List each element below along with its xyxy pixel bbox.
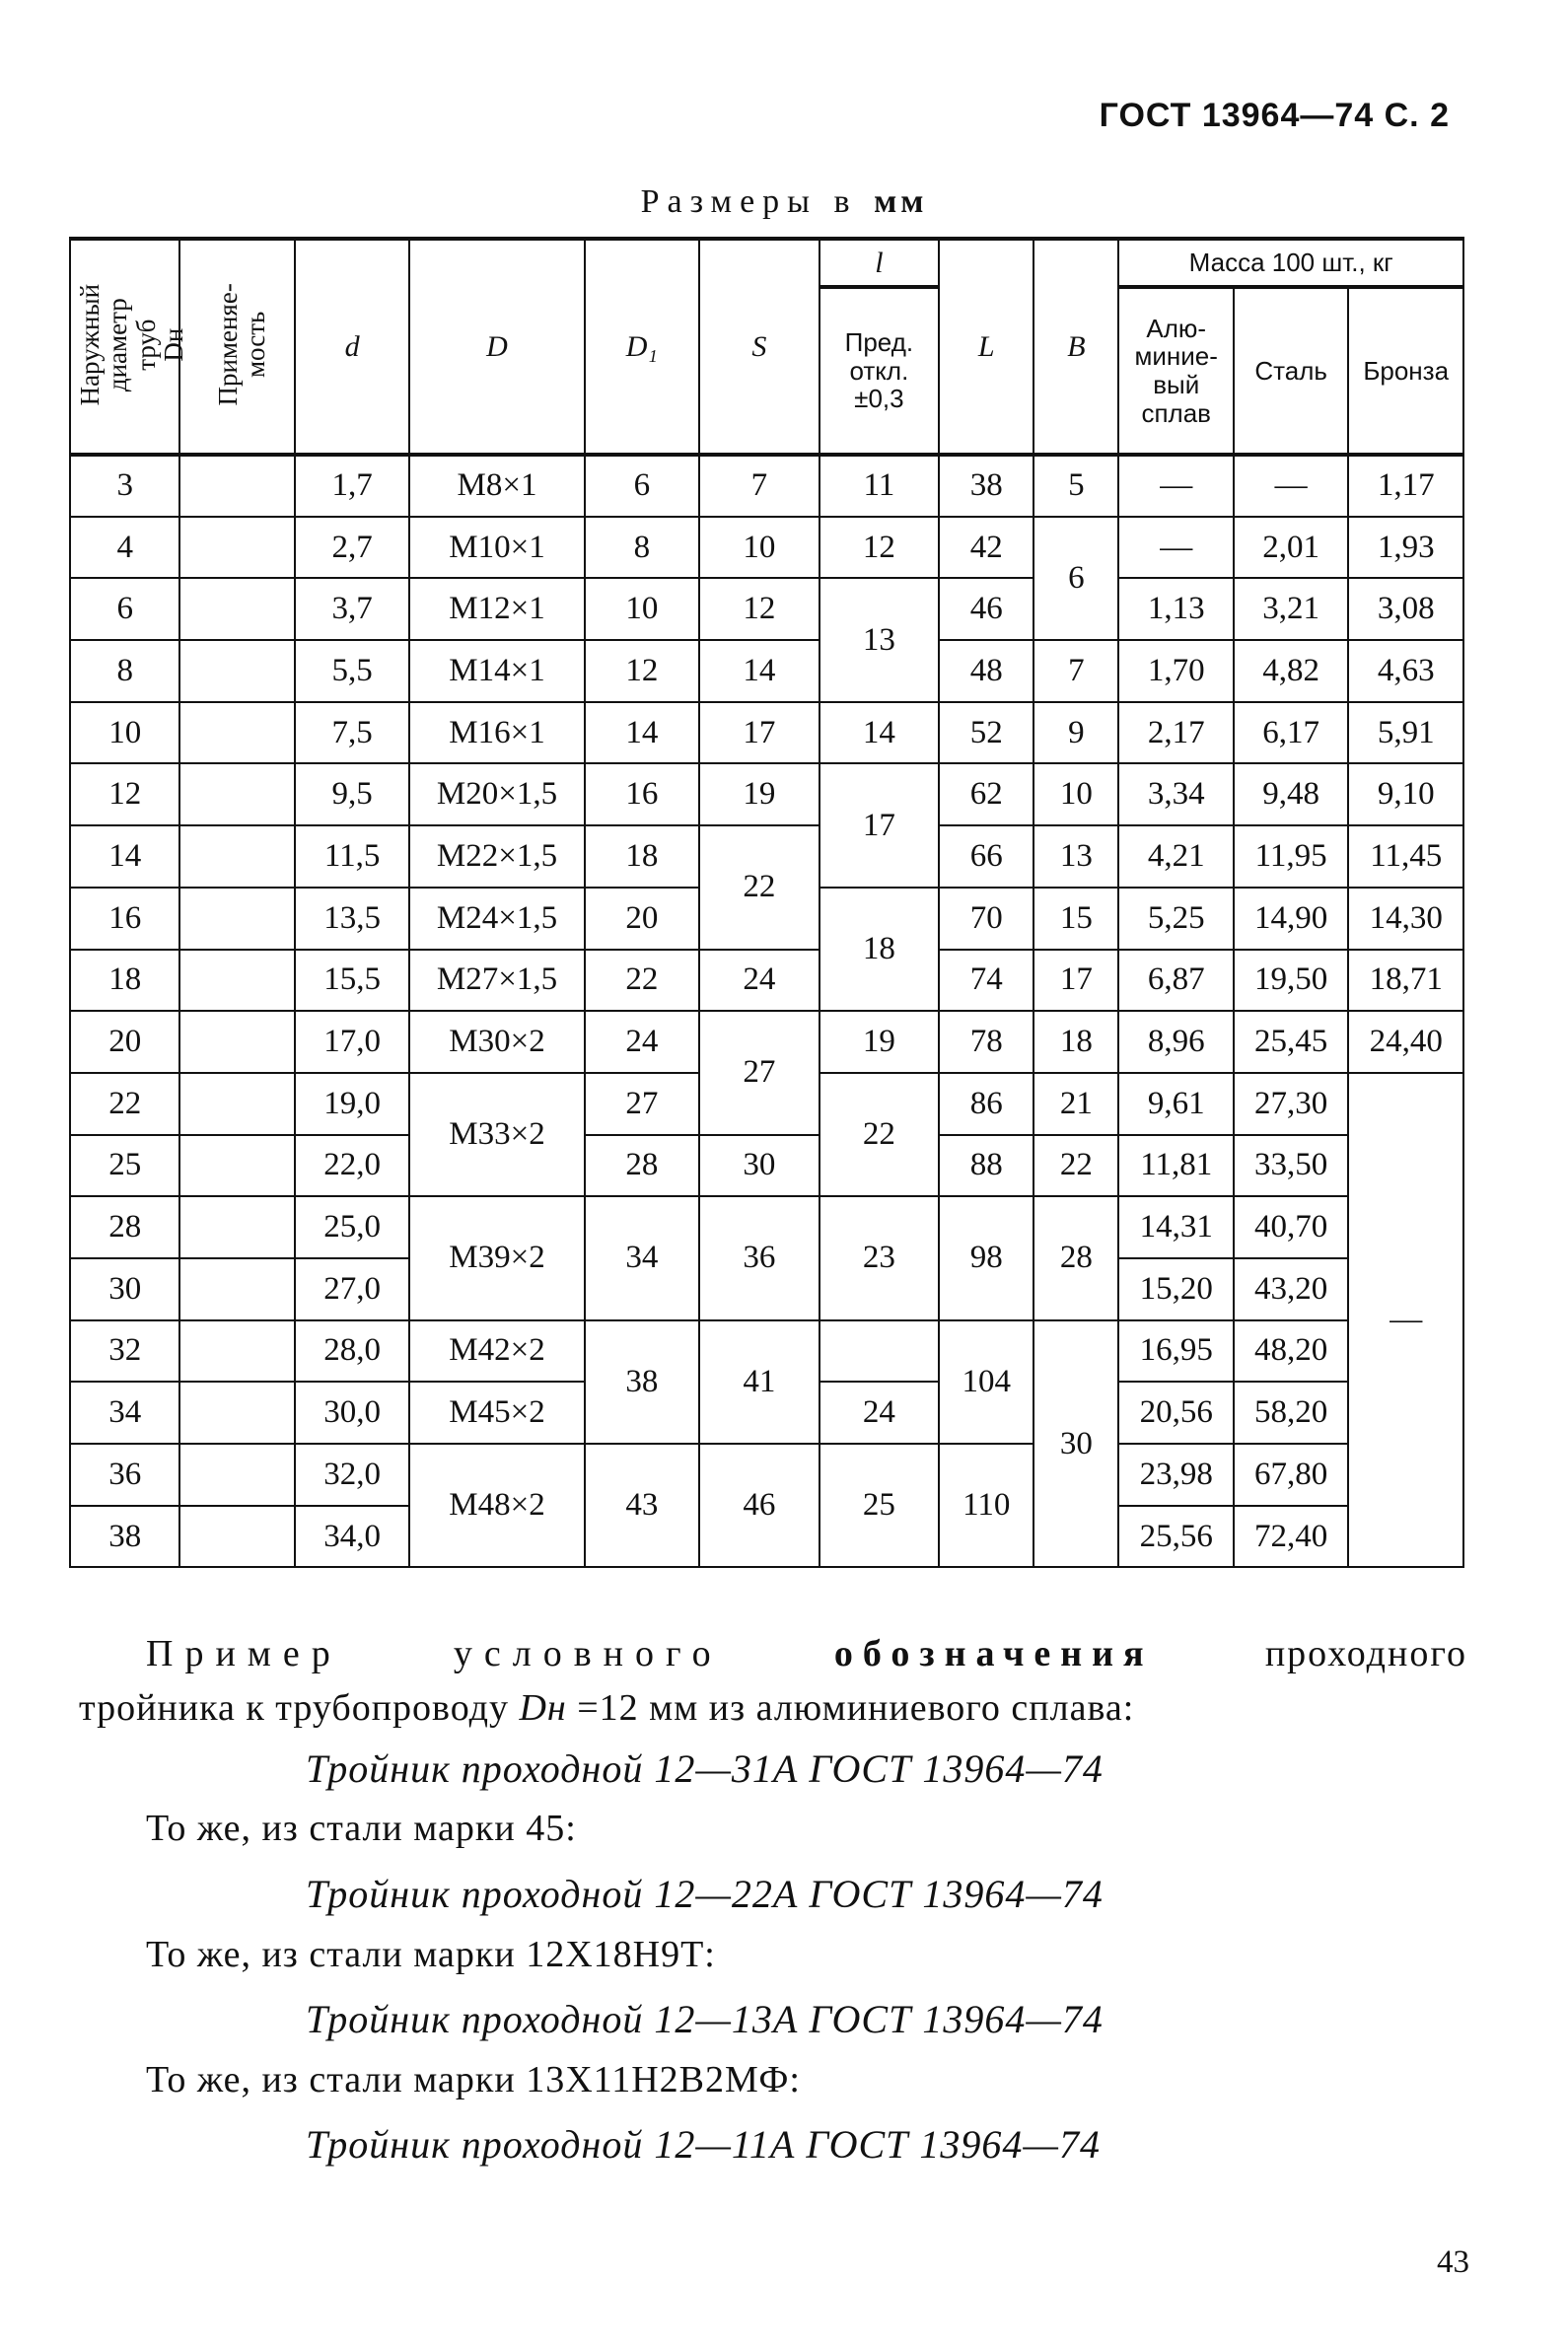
applicability-cell bbox=[179, 1444, 294, 1506]
table-row bbox=[70, 1011, 1463, 1073]
D1-cell: 20 bbox=[585, 888, 699, 950]
dn-cell: 3 bbox=[70, 455, 179, 517]
alloy-cell: 16,95 bbox=[1118, 1320, 1233, 1383]
steel-45-line: То же, из стали марки 45: bbox=[146, 1808, 577, 1849]
D-cell: M42×2 bbox=[409, 1320, 584, 1383]
steel-12x18h9t-line: То же, из стали марки 12Х18Н9Т: bbox=[146, 1934, 716, 1975]
steel-cell: 40,70 bbox=[1234, 1196, 1348, 1258]
D1-cell: 38 bbox=[585, 1320, 699, 1444]
header-dn: Наружный диаметр труб Dн bbox=[70, 239, 179, 455]
B-cell: 15 bbox=[1033, 888, 1118, 950]
S-cell: 19 bbox=[699, 763, 820, 825]
dn-cell: 6 bbox=[70, 578, 179, 640]
D-cell: M45×2 bbox=[409, 1382, 584, 1444]
example-text-a: тройника к трубопроводу bbox=[79, 1687, 520, 1729]
D-cell: M20×1,5 bbox=[409, 763, 584, 825]
applicability-cell bbox=[179, 1320, 294, 1383]
steel-13x11-line: То же, из стали марки 13Х11Н2В2МФ: bbox=[146, 2059, 801, 2100]
D-cell: M33×2 bbox=[409, 1073, 584, 1196]
d-cell: 17,0 bbox=[295, 1011, 409, 1073]
D-cell: M12×1 bbox=[409, 578, 584, 640]
L-cell: 62 bbox=[939, 763, 1033, 825]
designation-1: Тройник проходной 12—31А ГОСТ 13964—74 bbox=[306, 1746, 1104, 1791]
steel-cell: 11,95 bbox=[1234, 825, 1348, 888]
applicability-cell bbox=[179, 1011, 294, 1073]
d-cell: 15,5 bbox=[295, 950, 409, 1012]
l-cell: 12 bbox=[820, 517, 940, 579]
l-cell: 13 bbox=[820, 578, 940, 701]
B-cell: 7 bbox=[1033, 640, 1118, 702]
steel-cell: 27,30 bbox=[1234, 1073, 1348, 1135]
designation-4: Тройник проходной 12—11А ГОСТ 13964—74 bbox=[306, 2122, 1101, 2167]
steel-cell: 72,40 bbox=[1234, 1506, 1348, 1568]
alloy-cell: 11,81 bbox=[1118, 1135, 1233, 1197]
page-header: ГОСТ 13964—74 С. 2 bbox=[1099, 97, 1450, 134]
applicability-cell bbox=[179, 888, 294, 950]
header-l: l bbox=[820, 239, 940, 287]
B-cell: 18 bbox=[1033, 1011, 1118, 1073]
alloy-cell: 5,25 bbox=[1118, 888, 1233, 950]
alloy-cell: 1,70 bbox=[1118, 640, 1233, 702]
applicability-cell bbox=[179, 950, 294, 1012]
L-cell: 104 bbox=[939, 1320, 1033, 1444]
dimensions-table bbox=[69, 237, 1464, 1568]
bronze-cell: 1,93 bbox=[1348, 517, 1463, 579]
caption-prefix: Размеры в bbox=[640, 183, 875, 220]
applicability-cell bbox=[179, 1135, 294, 1197]
D-cell: M30×2 bbox=[409, 1011, 584, 1073]
header-bronze: Бронза bbox=[1348, 287, 1463, 455]
D-cell: M27×1,5 bbox=[409, 950, 584, 1012]
designation-2: Тройник проходной 12—22А ГОСТ 13964—74 bbox=[306, 1872, 1104, 1916]
d-cell: 1,7 bbox=[295, 455, 409, 517]
table-row bbox=[70, 1320, 1463, 1383]
D-cell: M39×2 bbox=[409, 1196, 584, 1319]
bronze-cell: — bbox=[1348, 1073, 1463, 1568]
L-cell: 110 bbox=[939, 1444, 1033, 1567]
d-cell: 27,0 bbox=[295, 1258, 409, 1320]
l-cell: 11 bbox=[820, 455, 940, 517]
D1-cell: 8 bbox=[585, 517, 699, 579]
L-cell: 48 bbox=[939, 640, 1033, 702]
S-cell: 41 bbox=[699, 1320, 820, 1444]
L-cell: 42 bbox=[939, 517, 1033, 579]
D-cell: M48×2 bbox=[409, 1444, 584, 1567]
L-cell: 46 bbox=[939, 578, 1033, 640]
bronze-cell: 4,63 bbox=[1348, 640, 1463, 702]
L-cell: 78 bbox=[939, 1011, 1033, 1073]
bronze-cell: 9,10 bbox=[1348, 763, 1463, 825]
S-cell: 7 bbox=[699, 455, 820, 517]
table-row bbox=[70, 702, 1463, 764]
D-cell: M16×1 bbox=[409, 702, 584, 764]
B-cell: 21 bbox=[1033, 1073, 1118, 1135]
B-cell: 22 bbox=[1033, 1135, 1118, 1197]
example-variable: Dн bbox=[519, 1687, 567, 1729]
applicability-cell bbox=[179, 455, 294, 517]
dn-cell: 12 bbox=[70, 763, 179, 825]
table-row bbox=[70, 950, 1463, 1012]
l-cell bbox=[820, 1320, 940, 1383]
steel-cell: 6,17 bbox=[1234, 702, 1348, 764]
l-cell: 24 bbox=[820, 1382, 940, 1444]
applicability-cell bbox=[179, 517, 294, 579]
alloy-cell: 14,31 bbox=[1118, 1196, 1233, 1258]
D-cell: M8×1 bbox=[409, 455, 584, 517]
S-cell: 27 bbox=[699, 1011, 820, 1134]
alloy-cell: 20,56 bbox=[1118, 1382, 1233, 1444]
S-cell: 22 bbox=[699, 825, 820, 949]
bronze-cell: 18,71 bbox=[1348, 950, 1463, 1012]
dn-cell: 30 bbox=[70, 1258, 179, 1320]
D-cell: M24×1,5 bbox=[409, 888, 584, 950]
table-row bbox=[70, 763, 1463, 825]
applicability-cell bbox=[179, 640, 294, 702]
D1-cell: 22 bbox=[585, 950, 699, 1012]
dn-cell: 14 bbox=[70, 825, 179, 888]
B-cell: 17 bbox=[1033, 950, 1118, 1012]
table-row bbox=[70, 578, 1463, 640]
applicability-cell bbox=[179, 702, 294, 764]
dn-cell: 4 bbox=[70, 517, 179, 579]
d-cell: 3,7 bbox=[295, 578, 409, 640]
alloy-cell: 9,61 bbox=[1118, 1073, 1233, 1135]
S-cell: 30 bbox=[699, 1135, 820, 1197]
D1-cell: 10 bbox=[585, 578, 699, 640]
steel-cell: 67,80 bbox=[1234, 1444, 1348, 1506]
dn-cell: 38 bbox=[70, 1506, 179, 1568]
d-cell: 22,0 bbox=[295, 1135, 409, 1197]
d-cell: 9,5 bbox=[295, 763, 409, 825]
caption-unit: мм bbox=[874, 183, 928, 220]
S-cell: 36 bbox=[699, 1196, 820, 1319]
designation-3: Тройник проходной 12—13А ГОСТ 13964—74 bbox=[306, 1997, 1104, 2041]
dn-cell: 28 bbox=[70, 1196, 179, 1258]
steel-cell: 2,01 bbox=[1234, 517, 1348, 579]
dn-cell: 25 bbox=[70, 1135, 179, 1197]
applicability-cell bbox=[179, 1073, 294, 1135]
applicability-cell bbox=[179, 825, 294, 888]
header-D1: D₁ bbox=[585, 239, 699, 455]
S-cell: 17 bbox=[699, 702, 820, 764]
bronze-cell: 1,17 bbox=[1348, 455, 1463, 517]
l-cell: 19 bbox=[820, 1011, 940, 1073]
dn-cell: 10 bbox=[70, 702, 179, 764]
d-cell: 19,0 bbox=[295, 1073, 409, 1135]
steel-cell: 4,82 bbox=[1234, 640, 1348, 702]
steel-cell: 33,50 bbox=[1234, 1135, 1348, 1197]
header-B: B bbox=[1033, 239, 1118, 455]
l-cell: 17 bbox=[820, 763, 940, 887]
l-cell: 25 bbox=[820, 1444, 940, 1567]
header-L: L bbox=[939, 239, 1033, 455]
dn-cell: 34 bbox=[70, 1382, 179, 1444]
L-cell: 74 bbox=[939, 950, 1033, 1012]
d-cell: 2,7 bbox=[295, 517, 409, 579]
steel-cell: — bbox=[1234, 455, 1348, 517]
header-l-tolerance: Пред. откл. ±0,3 bbox=[820, 287, 940, 455]
example-word-4: проходного bbox=[1264, 1633, 1467, 1674]
header-d: d bbox=[295, 239, 409, 455]
d-cell: 7,5 bbox=[295, 702, 409, 764]
alloy-cell: 25,56 bbox=[1118, 1506, 1233, 1568]
bronze-cell: 3,08 bbox=[1348, 578, 1463, 640]
D1-cell: 34 bbox=[585, 1196, 699, 1319]
S-cell: 12 bbox=[699, 578, 820, 640]
table-row bbox=[70, 640, 1463, 702]
dn-cell: 20 bbox=[70, 1011, 179, 1073]
dn-cell: 22 bbox=[70, 1073, 179, 1135]
alloy-cell: — bbox=[1118, 455, 1233, 517]
l-cell: 18 bbox=[820, 888, 940, 1011]
S-cell: 10 bbox=[699, 517, 820, 579]
alloy-cell: 8,96 bbox=[1118, 1011, 1233, 1073]
alloy-cell: 3,34 bbox=[1118, 763, 1233, 825]
header-D: D bbox=[409, 239, 584, 455]
example-text-b: =12 мм из алюминиевого сплава: bbox=[566, 1687, 1135, 1729]
alloy-cell: 23,98 bbox=[1118, 1444, 1233, 1506]
table-caption bbox=[0, 183, 1568, 221]
header-applicability: Применяе- мость bbox=[179, 239, 294, 455]
table-row bbox=[70, 1196, 1463, 1258]
d-cell: 13,5 bbox=[295, 888, 409, 950]
S-cell: 24 bbox=[699, 950, 820, 1012]
B-cell: 13 bbox=[1033, 825, 1118, 888]
header-mass: Масса 100 шт., кг bbox=[1118, 239, 1463, 287]
D1-cell: 43 bbox=[585, 1444, 699, 1567]
alloy-cell: 15,20 bbox=[1118, 1258, 1233, 1320]
applicability-cell bbox=[179, 763, 294, 825]
steel-cell: 19,50 bbox=[1234, 950, 1348, 1012]
applicability-cell bbox=[179, 1258, 294, 1320]
D-cell: M22×1,5 bbox=[409, 825, 584, 888]
L-cell: 86 bbox=[939, 1073, 1033, 1135]
L-cell: 52 bbox=[939, 702, 1033, 764]
B-cell: 30 bbox=[1033, 1320, 1118, 1568]
B-cell: 5 bbox=[1033, 455, 1118, 517]
example-line-1 bbox=[146, 1632, 1467, 1675]
example-line-2 bbox=[79, 1686, 1568, 1730]
L-cell: 66 bbox=[939, 825, 1033, 888]
dn-cell: 32 bbox=[70, 1320, 179, 1383]
applicability-cell bbox=[179, 1382, 294, 1444]
header-steel: Сталь bbox=[1234, 287, 1348, 455]
d-cell: 32,0 bbox=[295, 1444, 409, 1506]
steel-cell: 58,20 bbox=[1234, 1382, 1348, 1444]
L-cell: 70 bbox=[939, 888, 1033, 950]
l-cell: 14 bbox=[820, 702, 940, 764]
B-cell: 28 bbox=[1033, 1196, 1118, 1319]
D-cell: M10×1 bbox=[409, 517, 584, 579]
table-row bbox=[70, 1444, 1463, 1506]
S-cell: 14 bbox=[699, 640, 820, 702]
header-alloy: Алю- миние- вый сплав bbox=[1118, 287, 1233, 455]
steel-cell: 48,20 bbox=[1234, 1320, 1348, 1383]
steel-cell: 43,20 bbox=[1234, 1258, 1348, 1320]
B-cell: 9 bbox=[1033, 702, 1118, 764]
steel-cell: 14,90 bbox=[1234, 888, 1348, 950]
table-row bbox=[70, 517, 1463, 579]
alloy-cell: 1,13 bbox=[1118, 578, 1233, 640]
bronze-cell: 11,45 bbox=[1348, 825, 1463, 888]
example-word-1: Пример bbox=[146, 1633, 342, 1674]
d-cell: 30,0 bbox=[295, 1382, 409, 1444]
dn-cell: 8 bbox=[70, 640, 179, 702]
S-cell: 46 bbox=[699, 1444, 820, 1567]
D1-cell: 12 bbox=[585, 640, 699, 702]
table-body bbox=[70, 455, 1463, 1567]
applicability-cell bbox=[179, 1506, 294, 1568]
d-cell: 25,0 bbox=[295, 1196, 409, 1258]
d-cell: 11,5 bbox=[295, 825, 409, 888]
L-cell: 88 bbox=[939, 1135, 1033, 1197]
d-cell: 34,0 bbox=[295, 1506, 409, 1568]
D1-cell: 27 bbox=[585, 1073, 699, 1135]
D-cell: M14×1 bbox=[409, 640, 584, 702]
table-row bbox=[70, 825, 1463, 888]
D1-cell: 14 bbox=[585, 702, 699, 764]
table-row bbox=[70, 455, 1463, 517]
page-number: 43 bbox=[1437, 2244, 1469, 2280]
alloy-cell: 6,87 bbox=[1118, 950, 1233, 1012]
d-cell: 28,0 bbox=[295, 1320, 409, 1383]
D1-cell: 18 bbox=[585, 825, 699, 888]
table-row bbox=[70, 1135, 1463, 1197]
applicability-cell bbox=[179, 578, 294, 640]
alloy-cell: — bbox=[1118, 517, 1233, 579]
example-word-3: обозначения bbox=[833, 1633, 1154, 1674]
alloy-cell: 4,21 bbox=[1118, 825, 1233, 888]
steel-cell: 25,45 bbox=[1234, 1011, 1348, 1073]
l-cell: 22 bbox=[820, 1073, 940, 1196]
D1-cell: 6 bbox=[585, 455, 699, 517]
B-cell: 10 bbox=[1033, 763, 1118, 825]
applicability-cell bbox=[179, 1196, 294, 1258]
dn-cell: 16 bbox=[70, 888, 179, 950]
bronze-cell: 24,40 bbox=[1348, 1011, 1463, 1073]
steel-cell: 3,21 bbox=[1234, 578, 1348, 640]
bronze-cell: 14,30 bbox=[1348, 888, 1463, 950]
dn-cell: 36 bbox=[70, 1444, 179, 1506]
bronze-cell: 5,91 bbox=[1348, 702, 1463, 764]
header-S: S bbox=[699, 239, 820, 455]
L-cell: 38 bbox=[939, 455, 1033, 517]
D1-cell: 16 bbox=[585, 763, 699, 825]
D1-cell: 28 bbox=[585, 1135, 699, 1197]
D1-cell: 24 bbox=[585, 1011, 699, 1073]
steel-cell: 9,48 bbox=[1234, 763, 1348, 825]
dn-cell: 18 bbox=[70, 950, 179, 1012]
l-cell: 23 bbox=[820, 1196, 940, 1319]
alloy-cell: 2,17 bbox=[1118, 702, 1233, 764]
d-cell: 5,5 bbox=[295, 640, 409, 702]
L-cell: 98 bbox=[939, 1196, 1033, 1319]
example-word-2: условного bbox=[453, 1633, 723, 1674]
B-cell: 6 bbox=[1033, 517, 1118, 640]
